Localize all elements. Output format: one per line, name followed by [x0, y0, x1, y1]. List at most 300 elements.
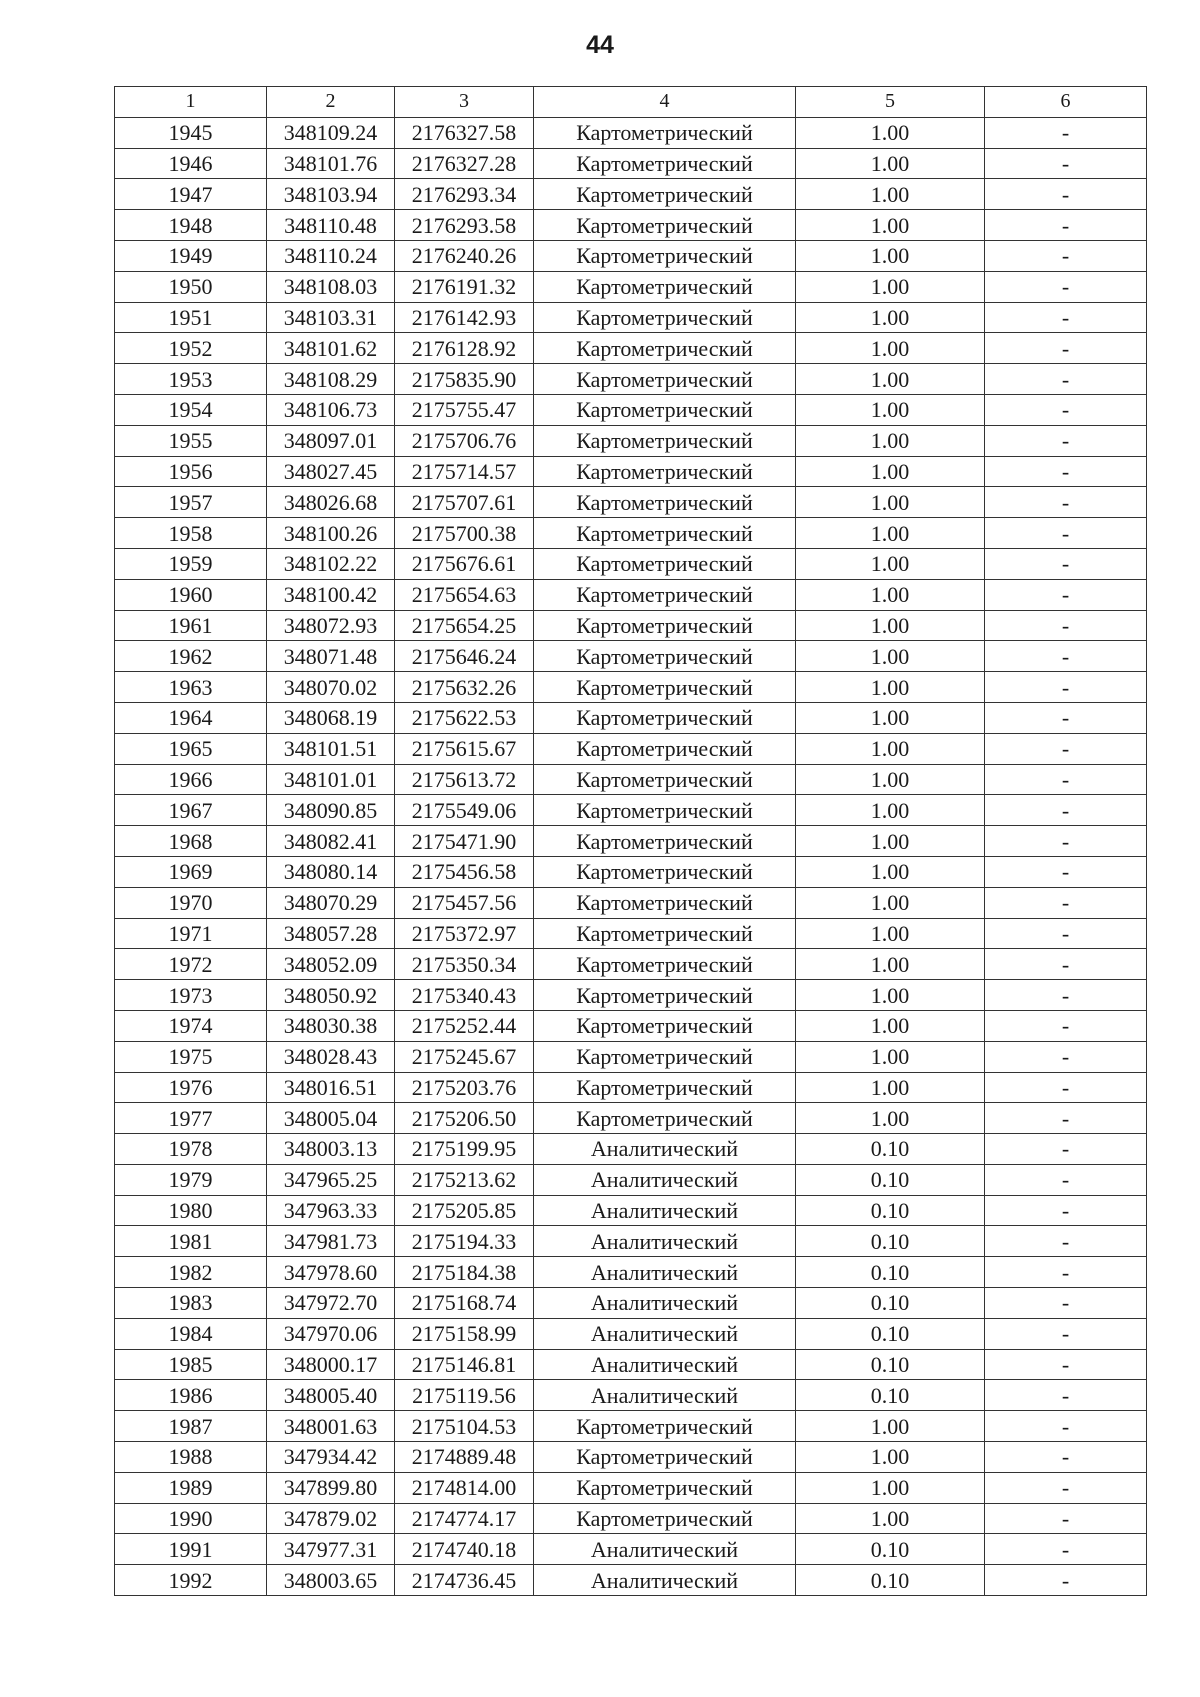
note-cell: - — [985, 394, 1147, 425]
y-coordinate-cell: 2175203.76 — [395, 1072, 534, 1103]
method-cell: Картометрический — [534, 856, 796, 887]
method-cell: Картометрический — [534, 579, 796, 610]
x-coordinate-cell: 347978.60 — [267, 1257, 395, 1288]
note-cell: - — [985, 1380, 1147, 1411]
point-number-cell: 1965 — [115, 733, 267, 764]
note-cell: - — [985, 887, 1147, 918]
table-header-row — [115, 87, 1147, 118]
accuracy-cell: 1.00 — [796, 117, 985, 148]
x-coordinate-cell: 348003.13 — [267, 1134, 395, 1165]
x-coordinate-cell: 348052.09 — [267, 949, 395, 980]
note-cell: - — [985, 610, 1147, 641]
table-row — [115, 1288, 1147, 1319]
accuracy-cell: 1.00 — [796, 210, 985, 241]
y-coordinate-cell: 2176240.26 — [395, 240, 534, 271]
table-row — [115, 148, 1147, 179]
page-number: 44 — [586, 31, 614, 59]
coordinates-table — [114, 86, 1147, 1596]
method-cell: Картометрический — [534, 1041, 796, 1072]
table-row — [115, 1380, 1147, 1411]
y-coordinate-cell: 2175632.26 — [395, 672, 534, 703]
note-cell: - — [985, 1411, 1147, 1442]
method-cell: Картометрический — [534, 210, 796, 241]
y-coordinate-cell: 2175245.67 — [395, 1041, 534, 1072]
accuracy-cell: 1.00 — [796, 333, 985, 364]
accuracy-cell: 1.00 — [796, 394, 985, 425]
header-cell: 4 — [534, 87, 796, 118]
x-coordinate-cell: 348005.04 — [267, 1103, 395, 1134]
note-cell: - — [985, 764, 1147, 795]
table-row — [115, 1257, 1147, 1288]
note-cell: - — [985, 1041, 1147, 1072]
note-cell: - — [985, 641, 1147, 672]
y-coordinate-cell: 2175184.38 — [395, 1257, 534, 1288]
table-row — [115, 179, 1147, 210]
method-cell: Картометрический — [534, 487, 796, 518]
x-coordinate-cell: 348080.14 — [267, 856, 395, 887]
x-coordinate-cell: 348097.01 — [267, 425, 395, 456]
point-number-cell: 1973 — [115, 980, 267, 1011]
point-number-cell: 1989 — [115, 1472, 267, 1503]
point-number-cell: 1971 — [115, 918, 267, 949]
y-coordinate-cell: 2175158.99 — [395, 1318, 534, 1349]
accuracy-cell: 1.00 — [796, 579, 985, 610]
point-number-cell: 1962 — [115, 641, 267, 672]
note-cell: - — [985, 918, 1147, 949]
point-number-cell: 1980 — [115, 1195, 267, 1226]
accuracy-cell: 0.10 — [796, 1134, 985, 1165]
method-cell: Аналитический — [534, 1380, 796, 1411]
y-coordinate-cell: 2175613.72 — [395, 764, 534, 795]
x-coordinate-cell: 348101.62 — [267, 333, 395, 364]
y-coordinate-cell: 2175700.38 — [395, 518, 534, 549]
note-cell: - — [985, 1534, 1147, 1565]
x-coordinate-cell: 347963.33 — [267, 1195, 395, 1226]
x-coordinate-cell: 348057.28 — [267, 918, 395, 949]
table-row — [115, 610, 1147, 641]
accuracy-cell: 1.00 — [796, 179, 985, 210]
method-cell: Картометрический — [534, 548, 796, 579]
table-row — [115, 1010, 1147, 1041]
y-coordinate-cell: 2175119.56 — [395, 1380, 534, 1411]
x-coordinate-cell: 348000.17 — [267, 1349, 395, 1380]
y-coordinate-cell: 2174774.17 — [395, 1503, 534, 1534]
table-row — [115, 1164, 1147, 1195]
method-cell: Картометрический — [534, 733, 796, 764]
note-cell: - — [985, 364, 1147, 395]
y-coordinate-cell: 2175168.74 — [395, 1288, 534, 1319]
accuracy-cell: 0.10 — [796, 1195, 985, 1226]
note-cell: - — [985, 240, 1147, 271]
point-number-cell: 1948 — [115, 210, 267, 241]
method-cell: Аналитический — [534, 1349, 796, 1380]
table-row — [115, 1472, 1147, 1503]
note-cell: - — [985, 1349, 1147, 1380]
point-number-cell: 1988 — [115, 1442, 267, 1473]
method-cell: Картометрический — [534, 240, 796, 271]
method-cell: Картометрический — [534, 641, 796, 672]
table-row — [115, 364, 1147, 395]
accuracy-cell: 1.00 — [796, 302, 985, 333]
method-cell: Картометрический — [534, 980, 796, 1011]
accuracy-cell: 1.00 — [796, 949, 985, 980]
table-row — [115, 1442, 1147, 1473]
method-cell: Картометрический — [534, 1072, 796, 1103]
method-cell: Аналитический — [534, 1288, 796, 1319]
y-coordinate-cell: 2175206.50 — [395, 1103, 534, 1134]
note-cell: - — [985, 672, 1147, 703]
point-number-cell: 1950 — [115, 271, 267, 302]
x-coordinate-cell: 348005.40 — [267, 1380, 395, 1411]
table-row — [115, 887, 1147, 918]
table-row — [115, 980, 1147, 1011]
note-cell: - — [985, 425, 1147, 456]
accuracy-cell: 1.00 — [796, 364, 985, 395]
method-cell: Картометрический — [534, 764, 796, 795]
header-cell: 2 — [267, 87, 395, 118]
note-cell: - — [985, 210, 1147, 241]
x-coordinate-cell: 348090.85 — [267, 795, 395, 826]
x-coordinate-cell: 348108.29 — [267, 364, 395, 395]
point-number-cell: 1956 — [115, 456, 267, 487]
point-number-cell: 1986 — [115, 1380, 267, 1411]
table-row — [115, 579, 1147, 610]
y-coordinate-cell: 2175622.53 — [395, 702, 534, 733]
accuracy-cell: 1.00 — [796, 610, 985, 641]
x-coordinate-cell: 348103.31 — [267, 302, 395, 333]
accuracy-cell: 1.00 — [796, 271, 985, 302]
accuracy-cell: 0.10 — [796, 1565, 985, 1596]
note-cell: - — [985, 579, 1147, 610]
method-cell: Картометрический — [534, 887, 796, 918]
table-row — [115, 702, 1147, 733]
table-row — [115, 117, 1147, 148]
accuracy-cell: 0.10 — [796, 1226, 985, 1257]
note-cell: - — [985, 949, 1147, 980]
point-number-cell: 1945 — [115, 117, 267, 148]
y-coordinate-cell: 2175194.33 — [395, 1226, 534, 1257]
method-cell: Картометрический — [534, 148, 796, 179]
y-coordinate-cell: 2175706.76 — [395, 425, 534, 456]
y-coordinate-cell: 2175549.06 — [395, 795, 534, 826]
table-row — [115, 1134, 1147, 1165]
y-coordinate-cell: 2175213.62 — [395, 1164, 534, 1195]
y-coordinate-cell: 2175457.56 — [395, 887, 534, 918]
method-cell: Картометрический — [534, 1503, 796, 1534]
method-cell: Картометрический — [534, 1472, 796, 1503]
x-coordinate-cell: 347970.06 — [267, 1318, 395, 1349]
point-number-cell: 1955 — [115, 425, 267, 456]
accuracy-cell: 1.00 — [796, 764, 985, 795]
x-coordinate-cell: 348110.48 — [267, 210, 395, 241]
note-cell: - — [985, 1010, 1147, 1041]
accuracy-cell: 1.00 — [796, 456, 985, 487]
y-coordinate-cell: 2176142.93 — [395, 302, 534, 333]
accuracy-cell: 0.10 — [796, 1257, 985, 1288]
method-cell: Картометрический — [534, 610, 796, 641]
point-number-cell: 1953 — [115, 364, 267, 395]
method-cell: Аналитический — [534, 1257, 796, 1288]
table-row — [115, 949, 1147, 980]
note-cell: - — [985, 733, 1147, 764]
x-coordinate-cell: 348027.45 — [267, 456, 395, 487]
y-coordinate-cell: 2175654.63 — [395, 579, 534, 610]
method-cell: Картометрический — [534, 949, 796, 980]
point-number-cell: 1964 — [115, 702, 267, 733]
x-coordinate-cell: 348028.43 — [267, 1041, 395, 1072]
x-coordinate-cell: 348001.63 — [267, 1411, 395, 1442]
header-cell: 3 — [395, 87, 534, 118]
note-cell: - — [985, 1442, 1147, 1473]
accuracy-cell: 1.00 — [796, 1072, 985, 1103]
accuracy-cell: 1.00 — [796, 826, 985, 857]
accuracy-cell: 1.00 — [796, 795, 985, 826]
x-coordinate-cell: 347981.73 — [267, 1226, 395, 1257]
x-coordinate-cell: 348106.73 — [267, 394, 395, 425]
y-coordinate-cell: 2176327.28 — [395, 148, 534, 179]
point-number-cell: 1947 — [115, 179, 267, 210]
method-cell: Картометрический — [534, 1411, 796, 1442]
note-cell: - — [985, 826, 1147, 857]
point-number-cell: 1968 — [115, 826, 267, 857]
accuracy-cell: 0.10 — [796, 1349, 985, 1380]
accuracy-cell: 1.00 — [796, 980, 985, 1011]
method-cell: Картометрический — [534, 672, 796, 703]
point-number-cell: 1983 — [115, 1288, 267, 1319]
point-number-cell: 1974 — [115, 1010, 267, 1041]
x-coordinate-cell: 348070.02 — [267, 672, 395, 703]
method-cell: Картометрический — [534, 1442, 796, 1473]
table-row — [115, 1041, 1147, 1072]
x-coordinate-cell: 347972.70 — [267, 1288, 395, 1319]
x-coordinate-cell: 348050.92 — [267, 980, 395, 1011]
accuracy-cell: 0.10 — [796, 1534, 985, 1565]
method-cell: Аналитический — [534, 1565, 796, 1596]
point-number-cell: 1987 — [115, 1411, 267, 1442]
table-row — [115, 1349, 1147, 1380]
point-number-cell: 1992 — [115, 1565, 267, 1596]
method-cell: Картометрический — [534, 702, 796, 733]
x-coordinate-cell: 348102.22 — [267, 548, 395, 579]
method-cell: Аналитический — [534, 1534, 796, 1565]
table-row — [115, 826, 1147, 857]
x-coordinate-cell: 348082.41 — [267, 826, 395, 857]
y-coordinate-cell: 2175654.25 — [395, 610, 534, 641]
header-cell: 1 — [115, 87, 267, 118]
x-coordinate-cell: 348109.24 — [267, 117, 395, 148]
x-coordinate-cell: 348030.38 — [267, 1010, 395, 1041]
note-cell: - — [985, 1072, 1147, 1103]
note-cell: - — [985, 1195, 1147, 1226]
x-coordinate-cell: 347965.25 — [267, 1164, 395, 1195]
method-cell: Картометрический — [534, 918, 796, 949]
y-coordinate-cell: 2175676.61 — [395, 548, 534, 579]
x-coordinate-cell: 348103.94 — [267, 179, 395, 210]
point-number-cell: 1946 — [115, 148, 267, 179]
table-row — [115, 210, 1147, 241]
table-row — [115, 302, 1147, 333]
header-cell: 6 — [985, 87, 1147, 118]
accuracy-cell: 1.00 — [796, 1103, 985, 1134]
x-coordinate-cell: 348026.68 — [267, 487, 395, 518]
table-row — [115, 733, 1147, 764]
point-number-cell: 1952 — [115, 333, 267, 364]
table-row — [115, 856, 1147, 887]
accuracy-cell: 1.00 — [796, 887, 985, 918]
y-coordinate-cell: 2175707.61 — [395, 487, 534, 518]
y-coordinate-cell: 2174889.48 — [395, 1442, 534, 1473]
y-coordinate-cell: 2175104.53 — [395, 1411, 534, 1442]
accuracy-cell: 1.00 — [796, 1041, 985, 1072]
accuracy-cell: 1.00 — [796, 548, 985, 579]
y-coordinate-cell: 2175199.95 — [395, 1134, 534, 1165]
table-row — [115, 1503, 1147, 1534]
method-cell: Картометрический — [534, 179, 796, 210]
note-cell: - — [985, 702, 1147, 733]
table-body — [115, 87, 1147, 1596]
method-cell: Картометрический — [534, 1103, 796, 1134]
point-number-cell: 1990 — [115, 1503, 267, 1534]
y-coordinate-cell: 2176128.92 — [395, 333, 534, 364]
method-cell: Картометрический — [534, 826, 796, 857]
method-cell: Аналитический — [534, 1318, 796, 1349]
y-coordinate-cell: 2175646.24 — [395, 641, 534, 672]
table-row — [115, 518, 1147, 549]
x-coordinate-cell: 347879.02 — [267, 1503, 395, 1534]
y-coordinate-cell: 2175835.90 — [395, 364, 534, 395]
method-cell: Аналитический — [534, 1134, 796, 1165]
note-cell: - — [985, 1134, 1147, 1165]
point-number-cell: 1970 — [115, 887, 267, 918]
point-number-cell: 1979 — [115, 1164, 267, 1195]
point-number-cell: 1978 — [115, 1134, 267, 1165]
note-cell: - — [985, 271, 1147, 302]
y-coordinate-cell: 2174740.18 — [395, 1534, 534, 1565]
table-row — [115, 548, 1147, 579]
note-cell: - — [985, 980, 1147, 1011]
method-cell: Картометрический — [534, 333, 796, 364]
point-number-cell: 1957 — [115, 487, 267, 518]
accuracy-cell: 1.00 — [796, 487, 985, 518]
accuracy-cell: 1.00 — [796, 425, 985, 456]
note-cell: - — [985, 1503, 1147, 1534]
table-row — [115, 795, 1147, 826]
table-row — [115, 456, 1147, 487]
accuracy-cell: 0.10 — [796, 1380, 985, 1411]
method-cell: Картометрический — [534, 456, 796, 487]
accuracy-cell: 1.00 — [796, 1010, 985, 1041]
method-cell: Картометрический — [534, 117, 796, 148]
y-coordinate-cell: 2175456.58 — [395, 856, 534, 887]
note-cell: - — [985, 302, 1147, 333]
y-coordinate-cell: 2174814.00 — [395, 1472, 534, 1503]
x-coordinate-cell: 348101.01 — [267, 764, 395, 795]
y-coordinate-cell: 2175615.67 — [395, 733, 534, 764]
x-coordinate-cell: 348016.51 — [267, 1072, 395, 1103]
y-coordinate-cell: 2175755.47 — [395, 394, 534, 425]
x-coordinate-cell: 348110.24 — [267, 240, 395, 271]
note-cell: - — [985, 1164, 1147, 1195]
x-coordinate-cell: 348101.76 — [267, 148, 395, 179]
accuracy-cell: 1.00 — [796, 1472, 985, 1503]
method-cell: Картометрический — [534, 518, 796, 549]
accuracy-cell: 1.00 — [796, 240, 985, 271]
point-number-cell: 1954 — [115, 394, 267, 425]
table-row — [115, 1103, 1147, 1134]
accuracy-cell: 1.00 — [796, 148, 985, 179]
accuracy-cell: 1.00 — [796, 641, 985, 672]
y-coordinate-cell: 2176293.34 — [395, 179, 534, 210]
table-row — [115, 333, 1147, 364]
x-coordinate-cell: 348068.19 — [267, 702, 395, 733]
note-cell: - — [985, 1257, 1147, 1288]
y-coordinate-cell: 2175146.81 — [395, 1349, 534, 1380]
y-coordinate-cell: 2176191.32 — [395, 271, 534, 302]
x-coordinate-cell: 348100.42 — [267, 579, 395, 610]
note-cell: - — [985, 148, 1147, 179]
x-coordinate-cell: 348072.93 — [267, 610, 395, 641]
accuracy-cell: 1.00 — [796, 518, 985, 549]
x-coordinate-cell: 347934.42 — [267, 1442, 395, 1473]
y-coordinate-cell: 2175252.44 — [395, 1010, 534, 1041]
note-cell: - — [985, 333, 1147, 364]
header-cell: 5 — [796, 87, 985, 118]
accuracy-cell: 0.10 — [796, 1288, 985, 1319]
table-row — [115, 1534, 1147, 1565]
x-coordinate-cell: 348003.65 — [267, 1565, 395, 1596]
x-coordinate-cell: 347899.80 — [267, 1472, 395, 1503]
note-cell: - — [985, 1318, 1147, 1349]
accuracy-cell: 1.00 — [796, 702, 985, 733]
note-cell: - — [985, 1103, 1147, 1134]
method-cell: Аналитический — [534, 1226, 796, 1257]
y-coordinate-cell: 2175350.34 — [395, 949, 534, 980]
note-cell: - — [985, 856, 1147, 887]
method-cell: Картометрический — [534, 394, 796, 425]
note-cell: - — [985, 1565, 1147, 1596]
x-coordinate-cell: 348108.03 — [267, 271, 395, 302]
x-coordinate-cell: 348101.51 — [267, 733, 395, 764]
method-cell: Картометрический — [534, 1010, 796, 1041]
x-coordinate-cell: 348071.48 — [267, 641, 395, 672]
point-number-cell: 1969 — [115, 856, 267, 887]
table-row — [115, 1195, 1147, 1226]
accuracy-cell: 1.00 — [796, 1442, 985, 1473]
note-cell: - — [985, 456, 1147, 487]
method-cell: Картометрический — [534, 271, 796, 302]
note-cell: - — [985, 487, 1147, 518]
accuracy-cell: 1.00 — [796, 918, 985, 949]
y-coordinate-cell: 2175372.97 — [395, 918, 534, 949]
method-cell: Картометрический — [534, 425, 796, 456]
point-number-cell: 1949 — [115, 240, 267, 271]
note-cell: - — [985, 179, 1147, 210]
table-row — [115, 240, 1147, 271]
table-row — [115, 425, 1147, 456]
note-cell: - — [985, 1226, 1147, 1257]
point-number-cell: 1982 — [115, 1257, 267, 1288]
x-coordinate-cell: 347977.31 — [267, 1534, 395, 1565]
method-cell: Картометрический — [534, 364, 796, 395]
accuracy-cell: 1.00 — [796, 1411, 985, 1442]
y-coordinate-cell: 2175714.57 — [395, 456, 534, 487]
note-cell: - — [985, 518, 1147, 549]
accuracy-cell: 1.00 — [796, 1503, 985, 1534]
point-number-cell: 1958 — [115, 518, 267, 549]
table-row — [115, 1411, 1147, 1442]
accuracy-cell: 1.00 — [796, 733, 985, 764]
point-number-cell: 1959 — [115, 548, 267, 579]
